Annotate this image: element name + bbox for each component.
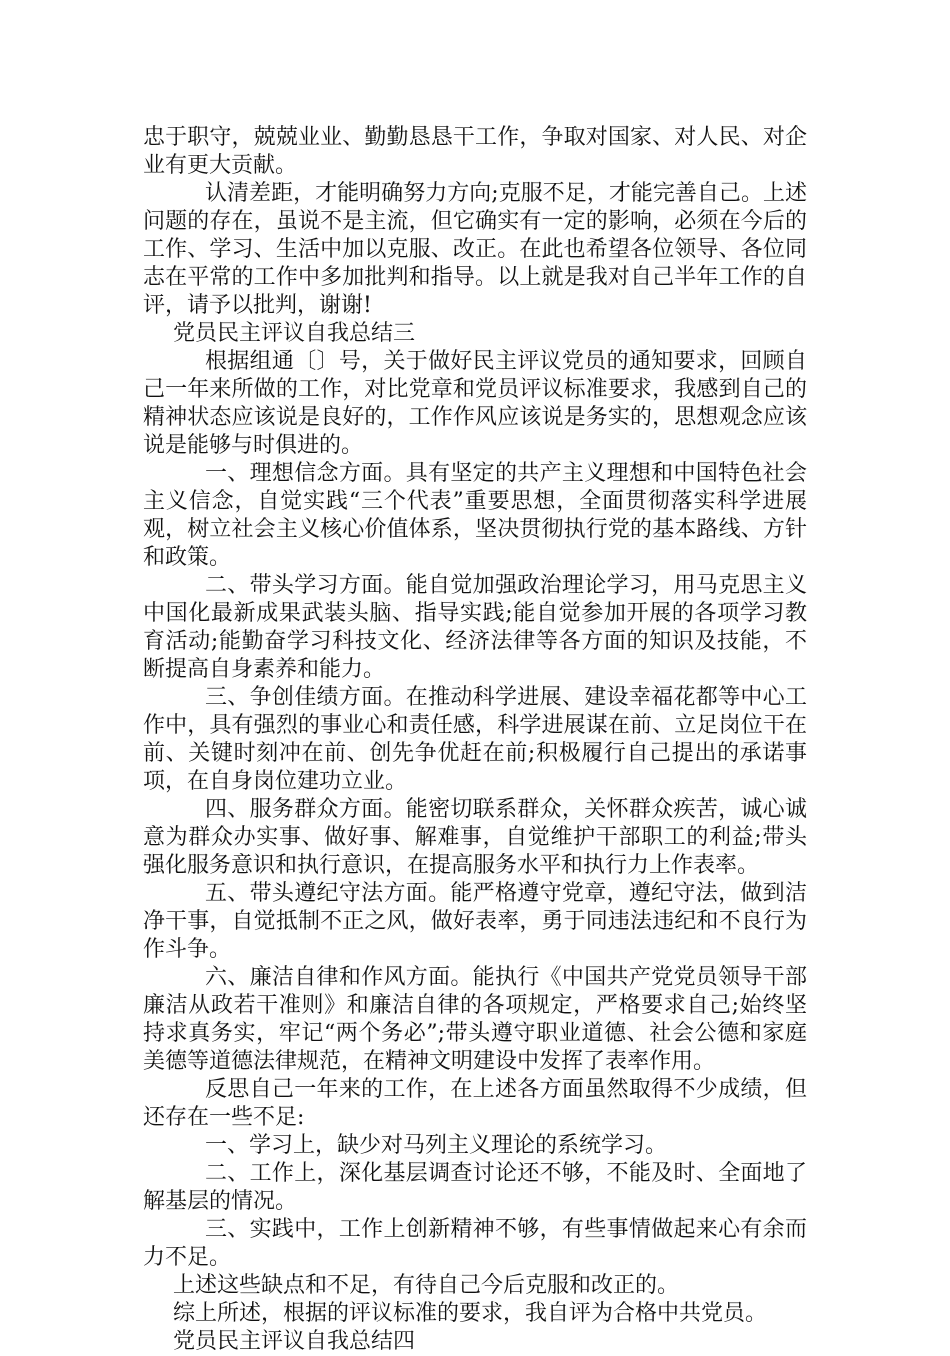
paragraph-point-1: 一、理想信念方面。具有坚定的共产主义理想和中国特色社会主义信念，自觉实践“三个代表”重要思想，全面贯彻落实科学进展观，树立社会主义核心价值体系，坚决贯彻执行党的基本路线、方针和政策。 [143, 461, 807, 570]
paragraph-conclusion: 综上所述，根据的评议标准的要求，我自评为合格中共党员。 [173, 1301, 768, 1326]
paragraph-continuation: 忠于职守，兢兢业业、勤勤恳恳干工作，争取对国家、对人民、对企业有更大贡献。 [143, 125, 807, 178]
paragraph-improvement: 上述这些缺点和不足，有待自己今后克服和改正的。 [173, 1273, 680, 1298]
section-heading-four: 党员民主评议自我总结四 [173, 1329, 416, 1354]
document-body [143, 124, 807, 1356]
section-heading-three: 党员民主评议自我总结三 [173, 321, 416, 346]
paragraph-reflection: 反思自己一年来的工作，在上述各方面虽然取得不少成绩，但还存在一些不足: [143, 1077, 807, 1130]
paragraph-point-4: 四、服务群众方面。能密切联系群众，关怀群众疾苦，诚心诚意为群众办实事、做好事、解难事，自觉维护干部职工的利益;带头强化服务意识和执行意识，在提高服务水平和执行力上作表率。 [143, 797, 807, 878]
paragraph-point-2: 二、带头学习方面。能自觉加强政治理论学习，用马克思主义中国化最新成果武装头脑、指导实践;能自觉参加开展的各项学习教育活动;能勤奋学习科技文化、经济法律等各方面的知识及技能，不断提高自身素养和能力。 [143, 573, 807, 682]
paragraph-shortcoming-2: 二、工作上，深化基层调查讨论还不够，不能及时、全面地了解基层的情况。 [143, 1161, 807, 1214]
paragraph-point-6: 六、廉洁自律和作风方面。能执行《中国共产党党员领导干部廉洁从政若干准则》和廉洁自律的各项规定，严格要求自己;始终坚持求真务实，牢记“两个务必”;带头遵守职业道德、社会公德和家庭美德等道德法律规范，在精神文明建设中发挥了表率作用。 [143, 965, 807, 1074]
paragraph-point-3: 三、争创佳绩方面。在推动科学进展、建设幸福花都等中心工作中，具有强烈的事业心和责任感，科学进展谋在前、立足岗位干在前、关键时刻冲在前、创先争优赶在前;积极履行自己提出的承诺事项，在自身岗位建功立业。 [143, 685, 807, 794]
paragraph-shortcoming-3: 三、实践中，工作上创新精神不够，有些事情做起来心有余而力不足。 [143, 1217, 807, 1270]
paragraph-point-5: 五、带头遵纪守法方面。能严格遵守党章，遵纪守法，做到洁净干事，自觉抵制不正之风，做好表率，勇于同违法违纪和不良行为作斗争。 [143, 881, 807, 962]
paragraph-shortcoming-1: 一、学习上，缺少对马列主义理论的系统学习。 [205, 1133, 668, 1158]
paragraph-self-assessment: 认清差距，才能明确努力方向;克服不足，才能完善自己。上述问题的存在，虽说不是主流，但它确实有一定的影响，必须在今后的工作、学习、生活中加以克服、改正。在此也希望各位领导、各位同志在平常的工作中多加批判和指导。以上就是我对自己半年工作的自评，请予以批判，谢谢! [143, 181, 807, 318]
paragraph-intro: 根据组通〔〕号，关于做好民主评议党员的通知要求，回顾自己一年来所做的工作，对比党章和党员评议标准要求，我感到自己的精神状态应该说是良好的，工作作风应该说是务实的，思想观念应该说是能够与时俱进的。 [143, 349, 807, 458]
